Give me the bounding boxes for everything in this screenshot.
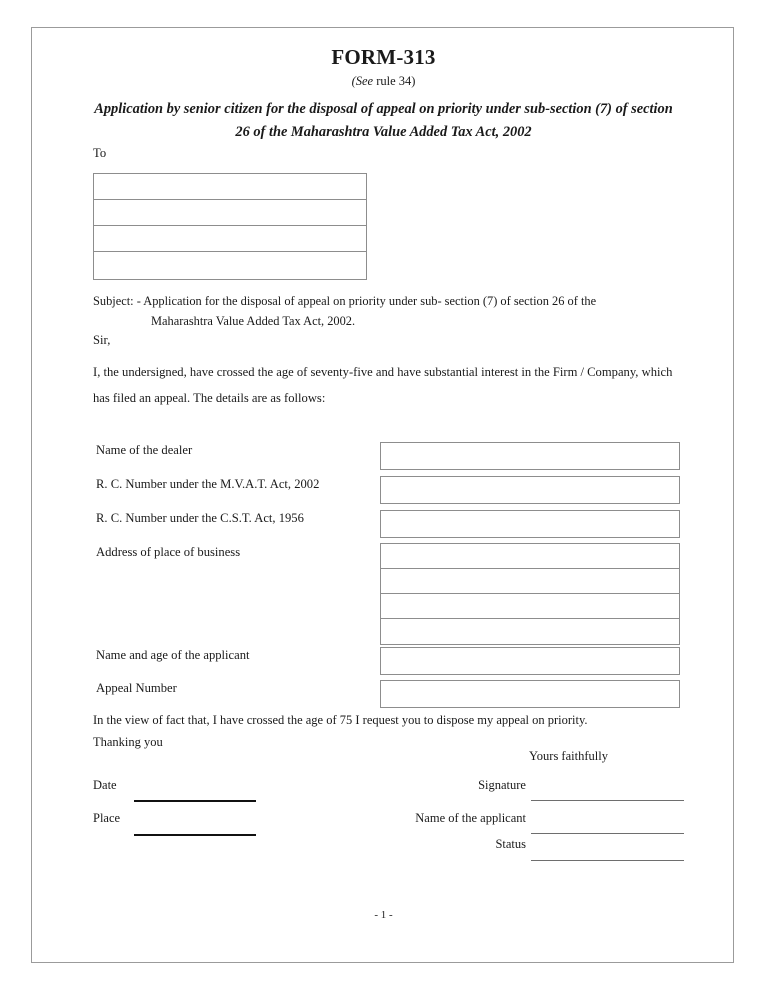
date-input-line[interactable] — [134, 800, 256, 802]
place-input-line[interactable] — [134, 834, 256, 836]
date-label: Date — [93, 778, 117, 792]
addressee-line[interactable] — [94, 226, 366, 252]
signature-input-line[interactable] — [531, 800, 684, 801]
field-input-rc-number-mvat[interactable] — [380, 476, 680, 504]
place-label: Place — [93, 811, 121, 825]
page-content — [32, 28, 733, 962]
status-input-line[interactable] — [531, 860, 684, 861]
field-label-name-and-age-of-applicant: Name and age of the applicant — [96, 648, 250, 662]
rule-reference-see: (See — [351, 74, 374, 88]
addressee-label: To — [93, 146, 107, 160]
address-line[interactable] — [381, 619, 679, 644]
field-input-name-of-dealer[interactable] — [380, 442, 680, 470]
body-paragraph: I, the undersigned, have crossed the age of seventy-five and have substantial interest in the Firm / Company, which has filed an appeal. The details are as follows: — [93, 365, 673, 405]
applicant-name-input-line[interactable] — [531, 833, 684, 834]
subject-line-1: Subject: - Application for the disposal of appeal on priority under sub- section (7) of section 26 of the — [93, 294, 597, 308]
address-line[interactable] — [381, 569, 679, 594]
salutation: Sir, — [93, 333, 111, 347]
address-line[interactable] — [381, 544, 679, 569]
field-label-appeal-number: Appeal Number — [96, 681, 177, 695]
addressee-line[interactable] — [94, 200, 366, 226]
page-title: FORM-313 — [331, 45, 436, 69]
thanking-text: Thanking you — [93, 735, 163, 749]
subtitle-line-1: Application by senior citizen for the disposal of appeal on priority under sub-section (7) — [94, 101, 612, 117]
request-paragraph: In the view of fact that, I have crossed the age of 75 I request you to dispose my appeal on priority. — [93, 713, 588, 727]
page-number: - 1 - — [374, 909, 393, 921]
addressee-line[interactable] — [94, 252, 366, 279]
addressee-line[interactable] — [94, 174, 366, 200]
field-input-name-and-age-of-applicant[interactable] — [380, 647, 680, 675]
document-subtitle — [87, 98, 680, 145]
signature-label: Signature — [478, 778, 526, 792]
yours-faithfully-text: Yours faithfully — [529, 749, 608, 763]
field-label-address-of-business: Address of place of business — [96, 545, 241, 559]
document-page — [31, 27, 734, 963]
addressee-box[interactable] — [93, 173, 367, 280]
subtitle-line-2: of section 26 of the Maharashtra Value Added Tax Act, 2002 — [235, 101, 673, 141]
status-label: Status — [495, 837, 526, 851]
field-input-appeal-number[interactable] — [380, 680, 680, 708]
subject-line-2: Maharashtra Value Added Tax Act, 2002. — [151, 314, 356, 329]
field-label-name-of-dealer: Name of the dealer — [96, 443, 193, 457]
field-input-rc-number-cst[interactable] — [380, 510, 680, 538]
field-label-rc-number-mvat: R. C. Number under the M.V.A.T. Act, 2002 — [96, 477, 320, 491]
applicant-name-label: Name of the applicant — [415, 811, 526, 825]
field-input-address-of-business[interactable] — [380, 543, 680, 645]
subject-block — [93, 291, 653, 331]
address-line[interactable] — [381, 594, 679, 619]
rule-reference — [32, 74, 735, 89]
field-label-rc-number-cst: R. C. Number under the C.S.T. Act, 1956 — [96, 511, 304, 525]
rule-reference-number: rule 34) — [373, 74, 416, 88]
